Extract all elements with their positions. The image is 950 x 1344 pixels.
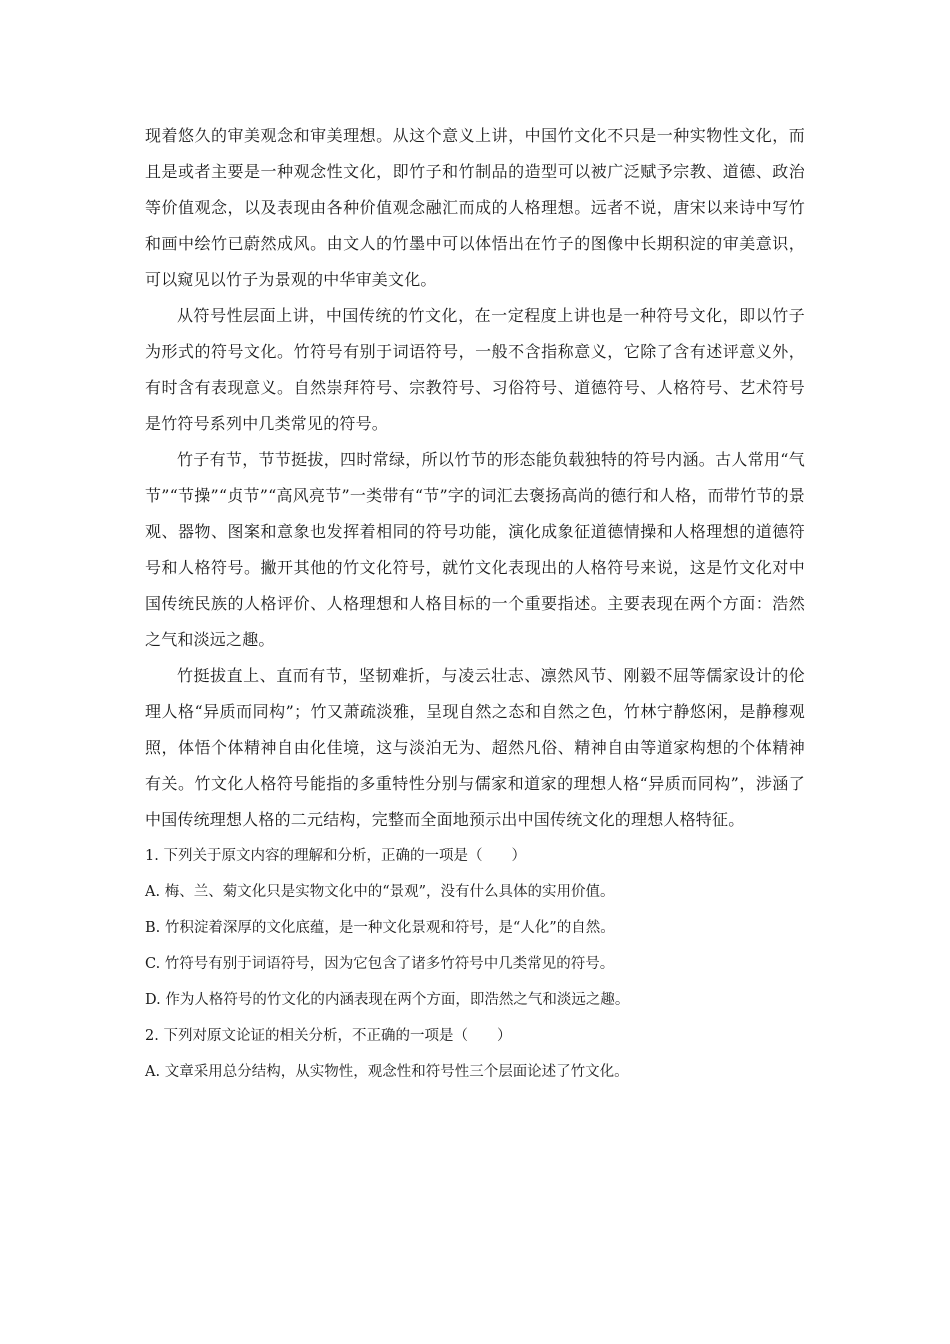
question-1-stem: 1. 下列关于原文内容的理解和分析，正确的一项是（ ） (145, 848, 526, 864)
question-1-option-b: B. 竹积淀着深厚的文化底蕴，是一种文化景观和符号，是“人化”的自然。 (145, 920, 615, 936)
question-1-option-a: A. 梅、兰、菊文化只是实物文化中的“景观”，没有什么具体的实用价值。 (145, 884, 615, 900)
paragraph-symbolic-level: 从符号性层面上讲，中国传统的竹文化，在一定程度上讲也是一种符号文化，即以竹子为形式的符号文化。竹符号有别于词语符号，一般不含指称意义，它除了含有述评意义外，有时含有表现意义。自然崇拜符号、宗教符号、习俗符号、道德符号、人格符号、艺术符号是竹符号系列中几类常见的符号。 (145, 306, 805, 433)
question-2-stem: 2. 下列对原文论证的相关分析，不正确的一项是（ ） (145, 1028, 512, 1044)
paragraph-bamboo-joints: 竹子有节，节节挺拔，四时常绿，所以竹节的形态能负载独特的符号内涵。古人常用“气节”“节操”“贞节”“高风亮节”一类带有“节”字的词汇去褒扬高尚的德行和人格，而带竹节的景观、器物、图案和意象也发挥着相同的符号功能，演化成象征道德情操和人格理想的道德符号和人格符号。撇开其他的竹文化符号，就竹文化表现出的人格符号来说，这是竹文化对中国传统民族的人格评价、人格理想和人格目标的一个重要指述。主要表现在两个方面：浩然之气和淡远之趣。 (145, 450, 805, 649)
document-page (145, 118, 805, 1090)
question-list (145, 838, 805, 1090)
paragraph-ideal-personality: 竹挺拔直上、直而有节，坚韧难折，与凌云壮志、凛然风节、刚毅不屈等儒家设计的伦理人格“异质而同构”；竹又萧疏淡雅，呈现自然之态和自然之色，竹林宁静悠闲，是静穆观照，体悟个体精神自由化佳境，这与淡泊无为、超然凡俗、精神自由等道家构想的个体精神有关。竹文化人格符号能指的多重特性分别与儒家和道家的理想人格“异质而同构”，涉涵了中国传统理想人格的二元结构，完整而全面地预示出中国传统文化的理想人格特征。 (145, 666, 805, 829)
question-1-option-c: C. 竹符号有别于词语符号，因为它包含了诸多竹符号中几类常见的符号。 (145, 956, 615, 972)
paragraph-aesthetic-culture: 现着悠久的审美观念和审美理想。从这个意义上讲，中国竹文化不只是一种实物性文化，而且是或者主要是一种观念性文化，即竹子和竹制品的造型可以被广泛赋予宗教、道德、政治等价值观念，以及表现由各种价值观念融汇而成的人格理想。远者不说，唐宋以来诗中写竹和画中绘竹已蔚然成风。由文人的竹墨中可以体悟出在竹子的图像中长期积淀的审美意识，可以窥见以竹子为景观的中华审美文化。 (145, 126, 805, 289)
question-1-option-d: D. 作为人格符号的竹文化的内涵表现在两个方面，即浩然之气和淡远之趣。 (145, 992, 630, 1008)
question-2-option-a: A. 文章采用总分结构，从实物性，观念性和符号性三个层面论述了竹文化。 (145, 1064, 629, 1080)
